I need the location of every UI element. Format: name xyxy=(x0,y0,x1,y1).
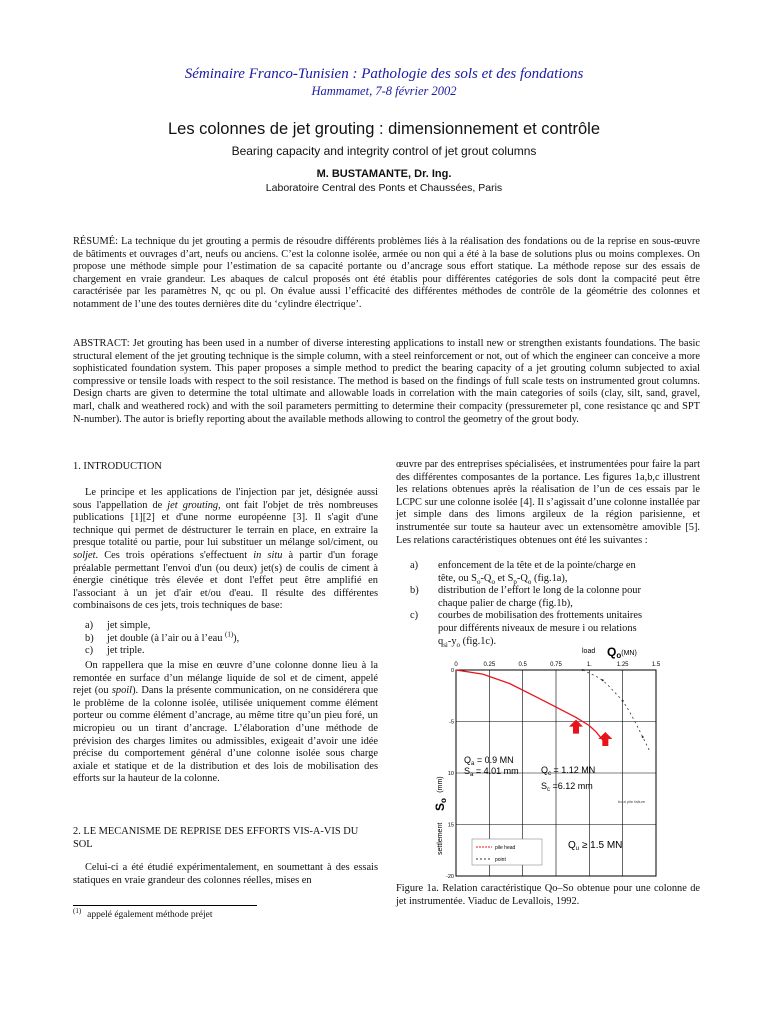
x-axis-small-label: load xyxy=(582,648,596,655)
tests-paragraph: œuvre par des entreprises spécialisées, et instrumentées pour faire la part des différentes composantes de la portance. Les figures 1a,b,c illustrent les relations obtenues après la réalisation de l’un de ces essais par le LCPC sur une colonne isolée [4]. Il s’agissait d’une colonne installée par jet simple dans des limons argileux de la région parisienne, et instrumentée sur toute sa hauteur avec un extensomètre amovible [5]. Les relations caractéristiques obtenues ont été les suivantes : xyxy=(396,459,700,546)
y-tick-label: -20 xyxy=(446,874,454,880)
section-1-heading: 1. INTRODUCTION xyxy=(73,461,162,472)
y-tick-label: -5 xyxy=(449,719,454,726)
mechanism-paragraph: Celui-ci a été étudié expérimentalement, en soumettant à des essais statiques en vraie grandeur des colonnes réelles, mises en xyxy=(73,862,378,886)
series-point xyxy=(602,679,604,681)
footnote: $^{(1)}$ appelé également méthode préjet xyxy=(73,906,213,920)
x-tick-label: 0.25 xyxy=(483,662,496,668)
x-tick-label: 0.5 xyxy=(518,662,527,668)
x-axis-label: $Qo^{(MN)}$ xyxy=(607,645,637,660)
legend-label-pile-head: pile head xyxy=(495,845,516,851)
spoil-paragraph: On rappellera que la mise en œuvre d’une colonne donne lieu à la remontée en surface d’un mélange liquide de sol et de ciment, appelé rejet (ou spoil). Dans la présente communication, on ne considérera que le problème de la colonne isolée, utilisée uniquement comme élément porteur ou comme élément d’ancrage, au même titre qu’un pieu foré, un micropieu ou un tirant d’ancrage. L’élaboration d’une méthode de prévision des charges limites ou admissibles, exigeait d’avoir une idée précise du comportement général d’une colonne isolée sous charge axiale et statique et de la distribution et des lois de mobilisation des efforts sur la hauteur de la colonne. xyxy=(73,660,378,785)
y-axis-symbol: So xyxy=(433,798,448,811)
list-item: b) distribution de l’effort le long de la colonne pour chaque palier de charge (fig.1b), xyxy=(410,585,641,609)
y-axis-label: settlement(mm) xyxy=(437,776,444,855)
qu-annotation: $Q_u \ge 1.5$ MN xyxy=(568,840,623,852)
affiliation: Laboratoire Central des Ponts et Chaussées, Paris xyxy=(265,182,503,194)
list-item: a) enfoncement de la tête et de la pointe/charge en tête, ou $S_o-Q_o$ et $S_p-Q_o$ (fig.1a), xyxy=(410,560,636,586)
qa-annotation: $Q_a = 0.9$ MN xyxy=(464,755,514,767)
section-2-heading: 2. LE MECANISME DE REPRISE DES EFFORTS VIS-A-VIS DU SOL xyxy=(73,826,359,850)
series-line-point xyxy=(583,670,650,750)
series-point xyxy=(582,669,584,671)
footnote-rule xyxy=(73,905,257,906)
x-tick-label: 1.5 xyxy=(651,662,661,668)
y-tick-label: 15 xyxy=(447,822,454,829)
x-tick-label: 0.75 xyxy=(550,662,562,668)
legend-label-point: point xyxy=(495,857,506,863)
series-point xyxy=(622,700,624,702)
list-item: c) courbes de mobilisation des frottements unitaires pour différents niveaux de mesure i ou relations $q_{si}-y_o$ (fig.1c). xyxy=(410,610,643,649)
series-point xyxy=(642,736,644,738)
figure-1a-caption: Figure 1a. Relation caractéristique Qo–So obtenue pour une colonne de jet instrumentée. Viaduc de Levallois, 1992. xyxy=(396,883,700,907)
y-tick-label: 0 xyxy=(450,668,454,674)
list-item: b) jet double (à l’air ou à l’eau $^{(1)}$), xyxy=(85,630,240,644)
series-line-pile-head xyxy=(456,670,605,744)
x-tick-label: 1.25 xyxy=(616,662,629,668)
author: M. BUSTAMANTE, Dr. Ing. xyxy=(316,168,452,180)
x-tick-label: 0 xyxy=(454,662,458,668)
sc-annotation: $S_c =6.12$ mm xyxy=(541,781,593,793)
figure-1a-chart xyxy=(420,640,690,880)
list-item: a) jet simple, xyxy=(85,620,151,631)
seminar-place-date: Hammamet, 7-8 février 2002 xyxy=(311,84,457,98)
seminar-title: Séminaire Franco-Tunisien : Pathologie des sols et des fondations xyxy=(184,66,584,82)
y-tick-label: 10 xyxy=(447,771,454,777)
failure-note: bout pile failure xyxy=(618,799,646,804)
list-item: c) jet triple. xyxy=(85,645,145,657)
intro-paragraph: Le principe et les applications de l'injection par jet, désignée aussi sous l'appellation de jet grouting, ont fait l'objet de très nombreuses publications [1][2] et d'une norme européenne [3]. Il s'agit d'une technique qui permet de déstructurer le terrain en place, en extraire la presque totalité ou partie, pour lui substituer un mélange sol/ciment, ou soljet. Ces trois opérations s'effectuent in situ à partir d'un forage préalable permettant l'envoi d'un (ou deux) jet(s) de coulis de ciment à énergie cinétique très élevée et dont l'effet peut être amplifié en l'associant à un jet d'air et/ou d'eau. Il résulte des différentes combinaisons de ces jets, trois techniques de base: xyxy=(73,487,378,612)
resume: RÉSUMÉ: La technique du jet grouting a permis de résoudre différents problèmes liés à la réalisation des fondations ou de la reprise en sous-œuvre de bâtiments et ouvrages d’art, neufs ou anciens. C’est la colonne isolée, armée ou non qui a été à la base de solutions plus ou moins complexes. On propose une méthode simple pour l’estimation de sa capacité portante ou d’ancrage sous effort statique. La méthode repose sur des essais de chargement en vraie grandeur. Les abaques de calcul proposés ont été établis pour différentes catégories de sols dont la compacité peut être caractérisée par les paramètres N, qc ou pl. On évalue aussi l’efficacité des différentes méthodes de contrôle de la géométrie des colonnes et notamment de l’une des toutes dernières dite du ‘cylindre électrique’. xyxy=(73,236,700,310)
qc-annotation: $Q_c = 1.12$ MN xyxy=(541,765,596,777)
legend xyxy=(472,839,542,865)
x-tick-label: 1. xyxy=(586,662,592,668)
sa-annotation: $S_a = 4.01$ mm xyxy=(464,766,519,778)
technique-list xyxy=(85,620,375,658)
paper-title-english: Bearing capacity and integrity control of jet grout columns xyxy=(231,144,537,158)
abstract: ABSTRACT: Jet grouting has been used in a number of diverse interesting applications to install new or strengthen existants foundations. The basic structural element of the jet grouting technique is the simple column, with a steel reinforcement or not, out of which the engineer can conceive a more sophisticated foundation system. This paper proposes a simple method to predict the bearing capacity of a jet grouting column subjected to axial compressive or tensile loads with respect to the soil resistance. The method is based on the findings of full scale tests on instrumented grout columns. Design charts are given to determine the total ultimate and allowable loads in correlation with the main categories of soils (clay, silt, sand, gravel, marl, chalk and weathered rock) and with the soil parameters permitting to determine their compacity (pressuremeter pl, cone resistance qc and SPT N-number). The autor is briefly reporting about the available methods allowing to control the geometry of the grout body. xyxy=(73,338,700,425)
load-arrow-marker xyxy=(598,732,612,746)
paper-title: Les colonnes de jet grouting : dimensionnement et contrôle xyxy=(167,120,601,138)
relations-list xyxy=(410,560,700,648)
